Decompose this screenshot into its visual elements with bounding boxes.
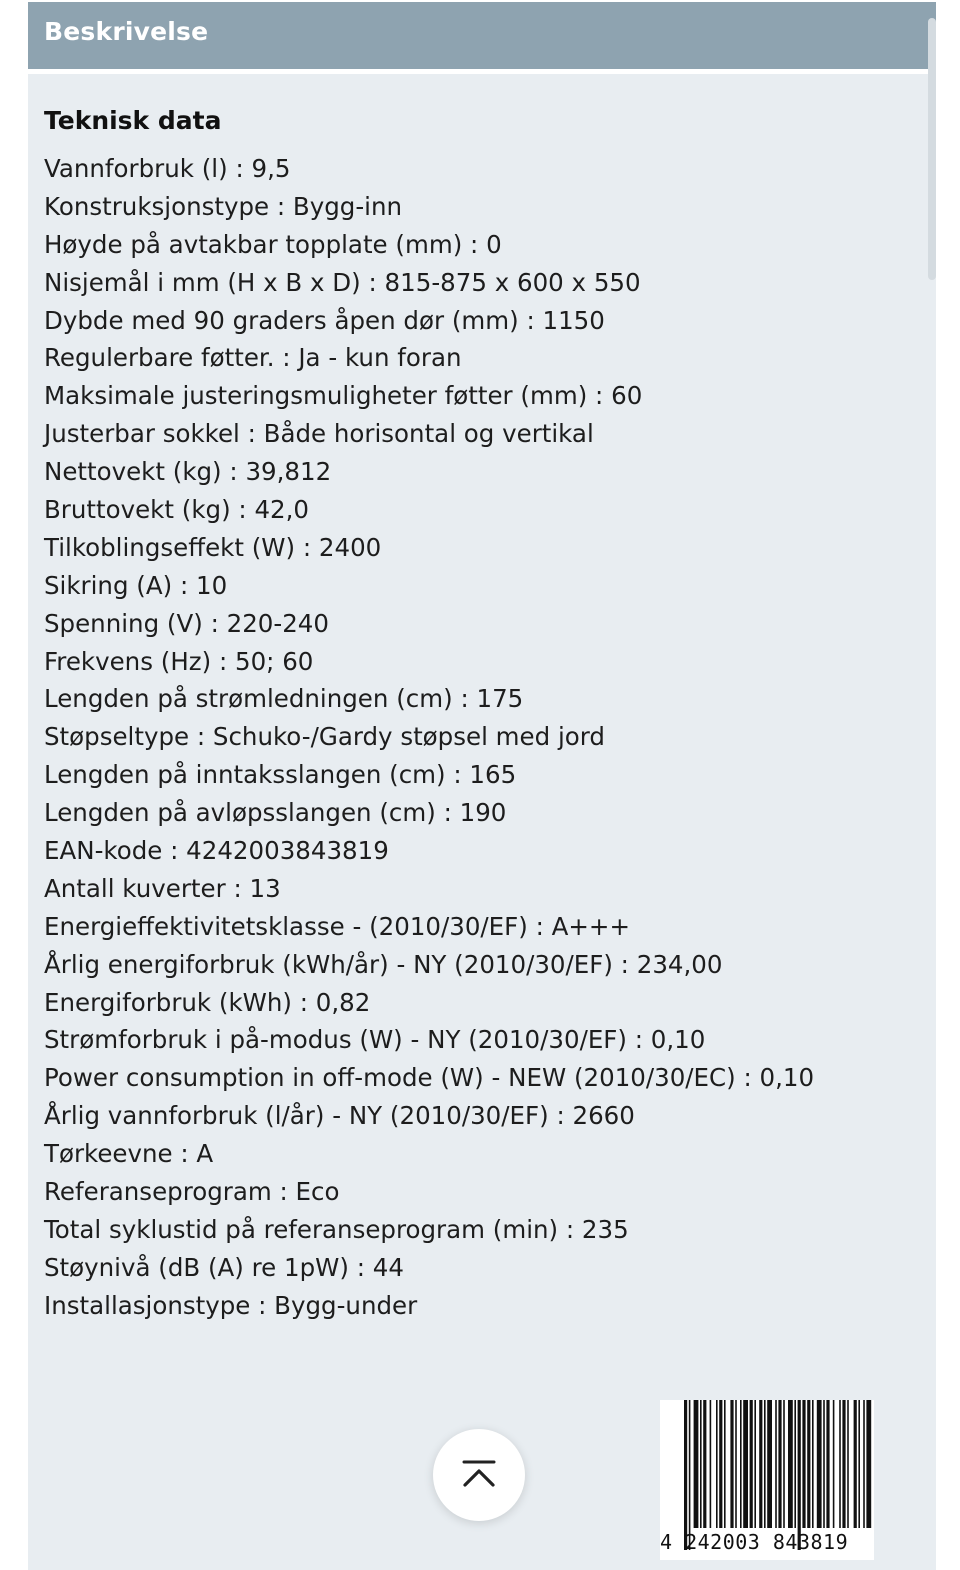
spec-row: Tørkeevne : A [44, 1139, 214, 1169]
spec-row: Årlig vannforbruk (l/år) - NY (2010/30/EF) : 2660 [44, 1101, 635, 1131]
spec-row: Vannforbruk (l) : 9,5 [44, 154, 291, 183]
spec-row: Spenning (V) : 220-240 [44, 608, 329, 638]
spec-row: Bruttovekt (kg) : 42,0 [44, 495, 310, 525]
spec-row: Støpseltype : Schuko-/Gardy støpsel med jord [44, 722, 605, 752]
spec-row: Høyde på avtakbar topplate (mm) : 0 [44, 229, 502, 259]
spec-row: Frekvens (Hz) : 50; 60 [44, 646, 314, 676]
spec-row: Antall kuverter : 13 [44, 873, 281, 903]
spec-row: Referanseprogram : Eco [44, 1177, 340, 1207]
panel-header[interactable] [28, 2, 936, 69]
spec-row: Energiforbruk (kWh) : 0,82 [44, 987, 371, 1017]
spec-row: Justerbar sokkel : Både horisontal og vertikal [44, 419, 594, 449]
spec-row: Strømforbruk i på-modus (W) - NY (2010/30/EF) : 0,10 [44, 1025, 706, 1055]
barcode [660, 1400, 874, 1560]
spec-list [44, 150, 924, 1325]
spec-row: Lengden på strømledningen (cm) : 175 [44, 684, 524, 714]
section-title: Teknisk data [44, 106, 222, 135]
spec-row: Nisjemål i mm (H x B x D) : 815-875 x 600 x 550 [44, 267, 641, 297]
spec-row: Power consumption in off-mode (W) - NEW (2010/30/EC) : 0,10 [44, 1063, 815, 1093]
spec-row: Lengden på inntaksslangen (cm) : 165 [44, 760, 517, 790]
spec-row: Årlig energiforbruk (kWh/år) - NY (2010/30/EF) : 234,00 [44, 949, 723, 979]
spec-row: Energieffektivitetsklasse - (2010/30/EF) : A+++ [44, 911, 630, 941]
barcode-digits: 4 242003 843819 [660, 1530, 849, 1554]
scrollbar[interactable] [928, 18, 936, 280]
spec-row: Nettovekt (kg) : 39,812 [44, 457, 332, 487]
spec-row: Sikring (A) : 10 [44, 570, 228, 600]
spec-row: Tilkoblingseffekt (W) : 2400 [44, 532, 382, 562]
scroll-to-top-button[interactable] [433, 1429, 525, 1521]
spec-row: Støynivå (dB (A) re 1pW) : 44 [44, 1252, 404, 1282]
header-divider [28, 69, 936, 74]
spec-row: Regulerbare føtter. : Ja - kun foran [44, 343, 462, 373]
chevron-up-to-top-icon [461, 1459, 497, 1491]
panel-header-title: Beskrivelse [44, 17, 209, 46]
spec-row: Maksimale justeringsmuligheter føtter (mm) : 60 [44, 381, 643, 411]
spec-row: Lengden på avløpsslangen (cm) : 190 [44, 798, 507, 828]
spec-row: Total syklustid på referanseprogram (min) : 235 [44, 1214, 629, 1244]
spec-row: Konstruksjonstype : Bygg-inn [44, 191, 403, 221]
spec-row: EAN-kode : 4242003843819 [44, 836, 389, 866]
spec-row: Dybde med 90 graders åpen dør (mm) : 1150 [44, 305, 605, 335]
spec-row: Installasjonstype : Bygg-under [44, 1290, 418, 1320]
